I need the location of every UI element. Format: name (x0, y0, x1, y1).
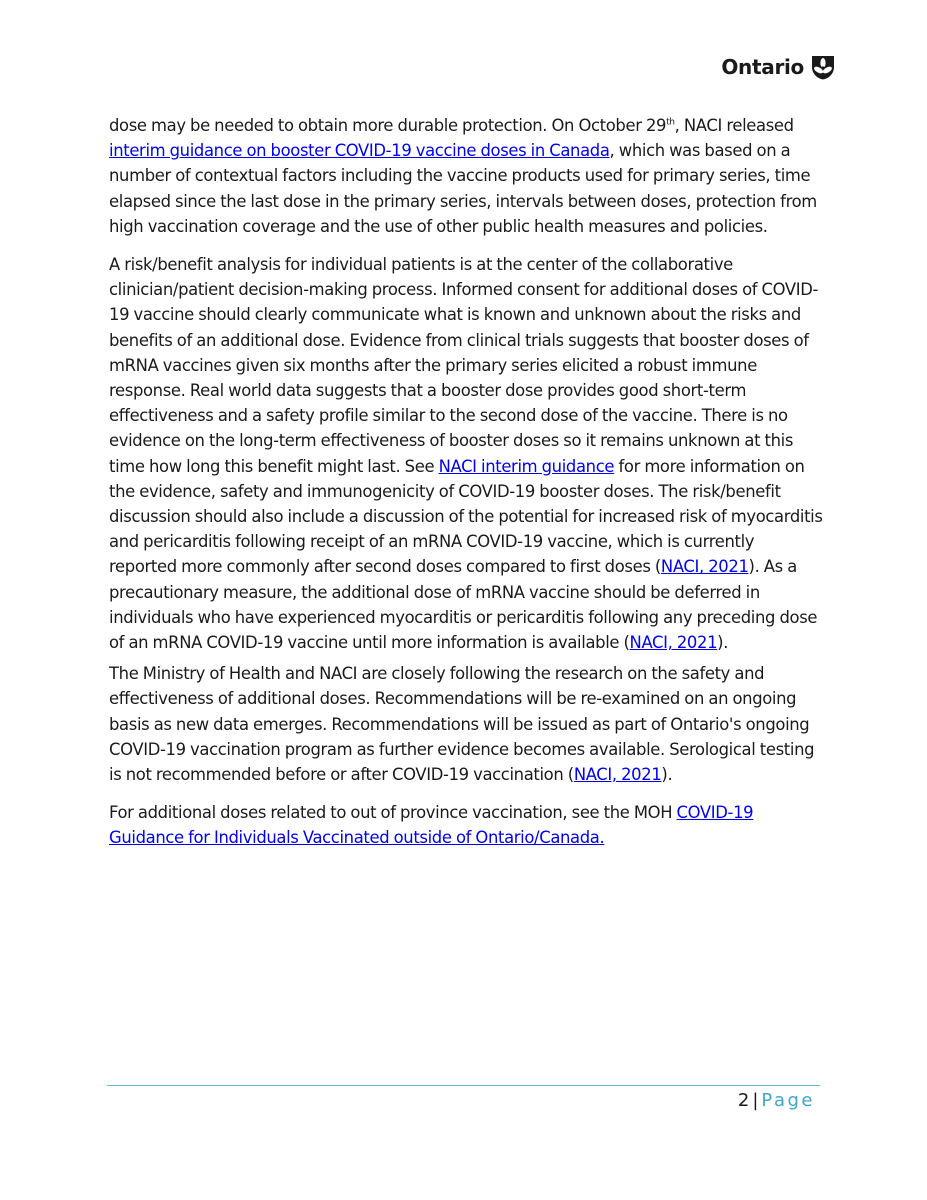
superscript: th (666, 117, 675, 128)
out-of-province-guidance-link[interactable]: COVID-19 Guidance for Individuals Vaccinated outside of Ontario/Canada. (109, 803, 754, 848)
paragraph-risk-benefit (109, 252, 825, 655)
text: The Ministry of Health and NACI are closely following the research on the safety and effectiveness of additional doses. Recommendations will be re-examined on an ongoing basis as new data emerges. Recommendations will be issued as part of Ontario's ongoing COVID-19 vaccination program as further evidence becomes available. Serological testing is not recommended before or after COVID-19 vaccination ( (109, 664, 815, 785)
paragraph-booster-guidance (109, 113, 825, 239)
naci-2021-link[interactable]: NACI, 2021 (660, 557, 749, 577)
naci-2021-link[interactable]: NACI, 2021 (629, 633, 718, 653)
ontario-logo (721, 53, 837, 81)
text: , which was based on a number of contextual factors including the vaccine products used for primary series, time elapsed since the last dose in the primary series, intervals between doses, protection from high vaccination coverage and the use of other public health measures and policies. (109, 141, 817, 236)
naci-interim-guidance-link[interactable]: NACI interim guidance (438, 456, 615, 476)
page-number-value: 2 (737, 1090, 750, 1111)
text: ). (661, 765, 673, 785)
trillium-icon (809, 53, 837, 81)
logo-text: Ontario (721, 55, 804, 79)
page-label: Page (761, 1090, 815, 1111)
paragraph-ministry-research (109, 661, 825, 787)
text: dose may be needed to obtain more durable protection. On October 29 (109, 116, 667, 135)
text: ). As a precautionary measure, the additional dose of mRNA vaccine should be deferred in individuals who have experienced myocarditis or pericarditis following any preceding dose of an mRNA COVID-19 vaccine until more information is available ( (109, 557, 818, 653)
page-separator: | (752, 1090, 759, 1111)
text: For additional doses related to out of province vaccination, see the MOH (109, 803, 677, 823)
text: for more information on the evidence, safety and immunogenicity of COVID-19 booster doses. The risk/benefit discussion should also include a discussion of the potential for increased risk of myocarditis and pericarditis following receipt of an mRNA COVID-19 vaccine, which is currently reported more commonly after second doses compared to first doses ( (109, 456, 823, 577)
text: A risk/benefit analysis for individual patients is at the center of the collaborative clinician/patient decision-making process. Informed consent for additional doses of COVID-19 vaccine should clearly communicate what is known and unknown about the risks and benefits of an additional dose. Evidence from clinical trials suggests that booster doses of mRNA vaccines given six months after the primary series elicited a robust immune response. Real world data suggests that a booster dose provides good short-term effectiveness and a safety profile similar to the second dose of the vaccine. There is no evidence on the long-term effectiveness of booster doses so it remains unknown at this time how long this benefit might last. See (109, 255, 819, 476)
interim-guidance-link[interactable]: interim guidance on booster COVID-19 vaccine doses in Canada (109, 141, 610, 161)
footer-divider (107, 1085, 820, 1086)
document-body (109, 113, 825, 864)
page-number (738, 1090, 815, 1111)
naci-2021-link[interactable]: NACI, 2021 (573, 765, 662, 785)
paragraph-out-of-province (109, 800, 825, 850)
text: ). (717, 633, 729, 653)
text: , NACI released (674, 116, 794, 135)
